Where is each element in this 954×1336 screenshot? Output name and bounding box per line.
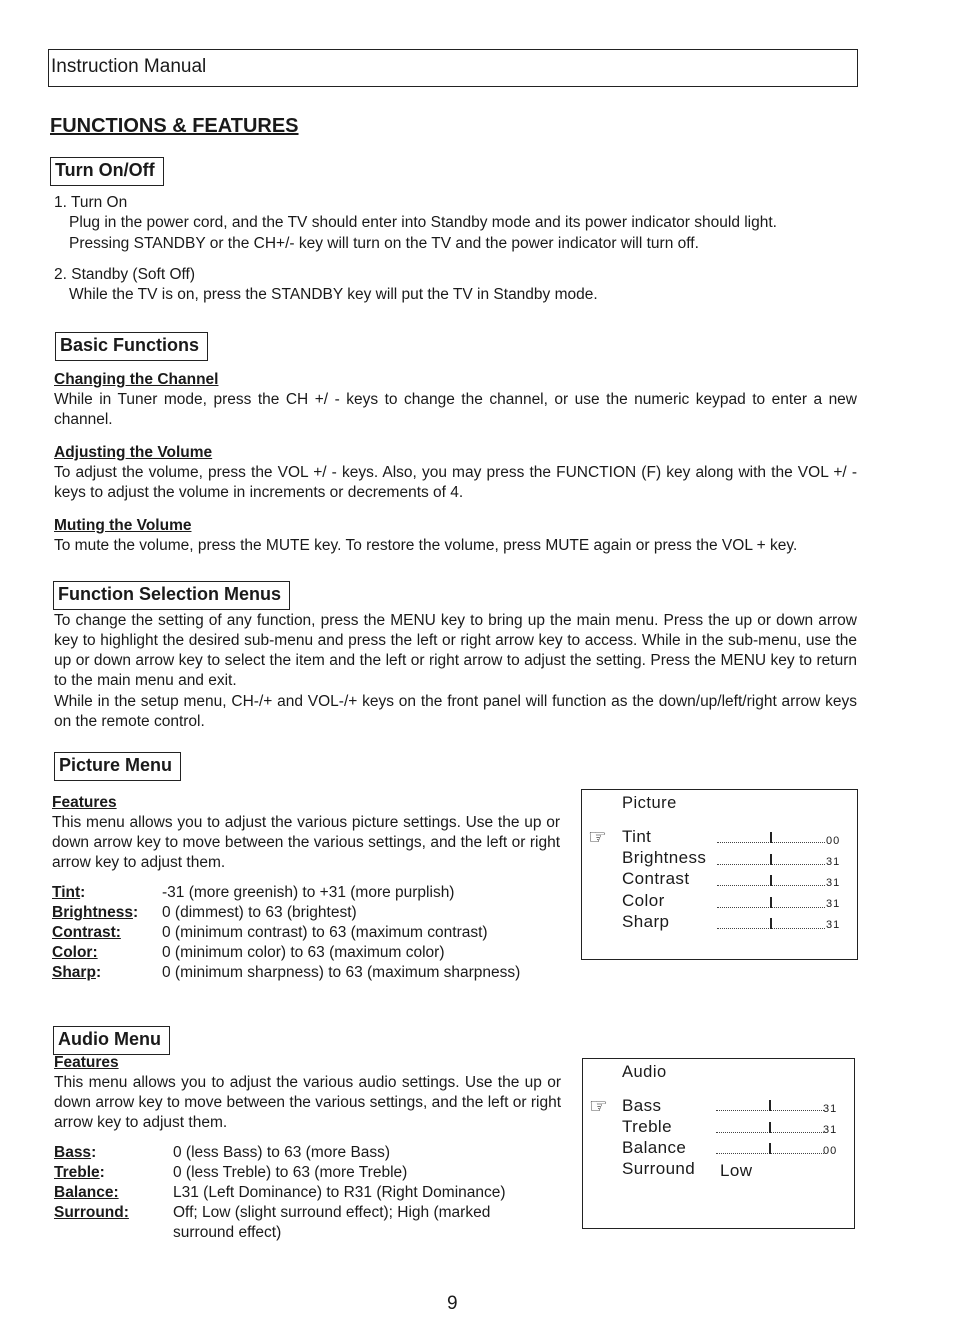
changing-channel-text: While in Tuner mode, press the CH +/ - keys to change the channel, or use the numeric keypad to enter a new channel. xyxy=(54,391,857,428)
section-heading-audio-menu: Audio Menu xyxy=(53,1026,170,1055)
standby-title: 2. Standby (Soft Off) xyxy=(54,266,196,283)
picture-osd-item-label: Brightness xyxy=(622,848,707,867)
page-number: 9 xyxy=(447,1293,458,1314)
audio-osd-slider-marker xyxy=(769,1122,771,1133)
picture-osd-item-value: 00 xyxy=(826,835,841,847)
section-heading-function-menus: Function Selection Menus xyxy=(53,581,290,610)
muting-volume-title: Muting the Volume xyxy=(54,517,192,534)
pointing-hand-icon: ☞ xyxy=(589,1095,608,1118)
audio-osd-item-label: Surround xyxy=(622,1159,696,1178)
manual-header-title: Instruction Manual xyxy=(51,56,207,77)
section-heading-picture-menu: Picture Menu xyxy=(54,752,181,781)
section-heading-turn-on-off: Turn On/Off xyxy=(50,157,164,186)
adjusting-volume-title: Adjusting the Volume xyxy=(54,444,213,461)
picture-osd-item-label: Contrast xyxy=(622,869,690,888)
adjusting-volume-text: To adjust the volume, press the VOL +/ - keys. Also, you may press the FUNCTION (F) key along with the VOL +/ - keys to adjust the volume in increments or decrements of 4. xyxy=(54,464,857,501)
audio-osd-slider-marker xyxy=(769,1143,771,1154)
picture-features-title: Features xyxy=(52,794,117,811)
audio-osd-slider-marker xyxy=(769,1100,771,1111)
pointing-hand-icon: ☞ xyxy=(588,826,607,849)
function-menus-text2: While in the setup menu, CH-/+ and VOL-/+ keys on the front panel will function as the down/up/left/right arrow keys on the remote control. xyxy=(54,693,857,730)
audio-features-text: This menu allows you to adjust the various audio settings. Use the up or down arrow key to move between the various settings, and the left or right arrow key to adjust them. xyxy=(54,1074,561,1131)
picture-osd-item-value: 31 xyxy=(826,919,841,931)
audio-osd-item-value: 31 xyxy=(823,1103,838,1115)
picture-osd-item-value: 31 xyxy=(826,856,841,868)
function-menus-text1: To change the setting of any function, press the MENU key to bring up the main menu. Press the up or down arrow key to highlight the desired sub-menu and press the left or right arrow key to access. While in the sub-menu, use the up or down arrow key to select the item and the left or right arrow to adjust the setting. Press the MENU key to return to the main menu and exit. xyxy=(54,612,857,689)
audio-osd-item-label: Balance xyxy=(622,1138,687,1157)
picture-osd-screen xyxy=(581,789,858,960)
page-title: FUNCTIONS & FEATURES xyxy=(50,115,299,137)
picture-osd-item-value: 31 xyxy=(826,877,841,889)
turn-on-text-line1: Plug in the power cord, and the TV should enter into Standby mode and its power indicator should light. xyxy=(69,214,777,231)
audio-osd-item-label: Treble xyxy=(622,1117,672,1136)
audio-osd-item-value: 00 xyxy=(823,1145,838,1157)
picture-osd-slider-marker xyxy=(770,875,772,886)
turn-on-text-line2: Pressing STANDBY or the CH+/- key will turn on the TV and the power indicator will turn off. xyxy=(69,235,699,252)
changing-channel-title: Changing the Channel xyxy=(54,371,219,388)
picture-osd-item-label: Tint xyxy=(622,827,652,846)
audio-features-title: Features xyxy=(54,1054,119,1071)
picture-osd-slider-marker xyxy=(770,832,772,843)
standby-text: While the TV is on, press the STANDBY key will put the TV in Standby mode. xyxy=(69,286,598,303)
turn-on-title: 1. Turn On xyxy=(54,194,128,211)
picture-osd-item-label: Color xyxy=(622,891,665,910)
audio-osd-item-label: Bass xyxy=(622,1096,662,1115)
audio-osd-screen xyxy=(582,1058,855,1229)
section-heading-basic-functions: Basic Functions xyxy=(55,332,208,361)
audio-osd-item-value: 31 xyxy=(823,1124,838,1136)
picture-osd-slider-marker xyxy=(770,918,772,929)
manual-header xyxy=(48,49,858,87)
audio-osd-title: Audio xyxy=(622,1063,667,1081)
picture-features-text: This menu allows you to adjust the various picture settings. Use the up or down arrow key to move between the various settings, and the left or right arrow key to adjust them. xyxy=(52,814,560,871)
picture-osd-item-value: 31 xyxy=(826,898,841,910)
picture-osd-item-label: Sharp xyxy=(622,912,670,931)
picture-osd-slider-marker xyxy=(770,854,772,865)
audio-osd-item-value: Low xyxy=(720,1161,753,1180)
muting-volume-text: To mute the volume, press the MUTE key. To restore the volume, press MUTE again or press the VOL + key. xyxy=(54,537,798,554)
picture-osd-slider-marker xyxy=(770,897,772,908)
picture-osd-title: Picture xyxy=(622,794,677,812)
